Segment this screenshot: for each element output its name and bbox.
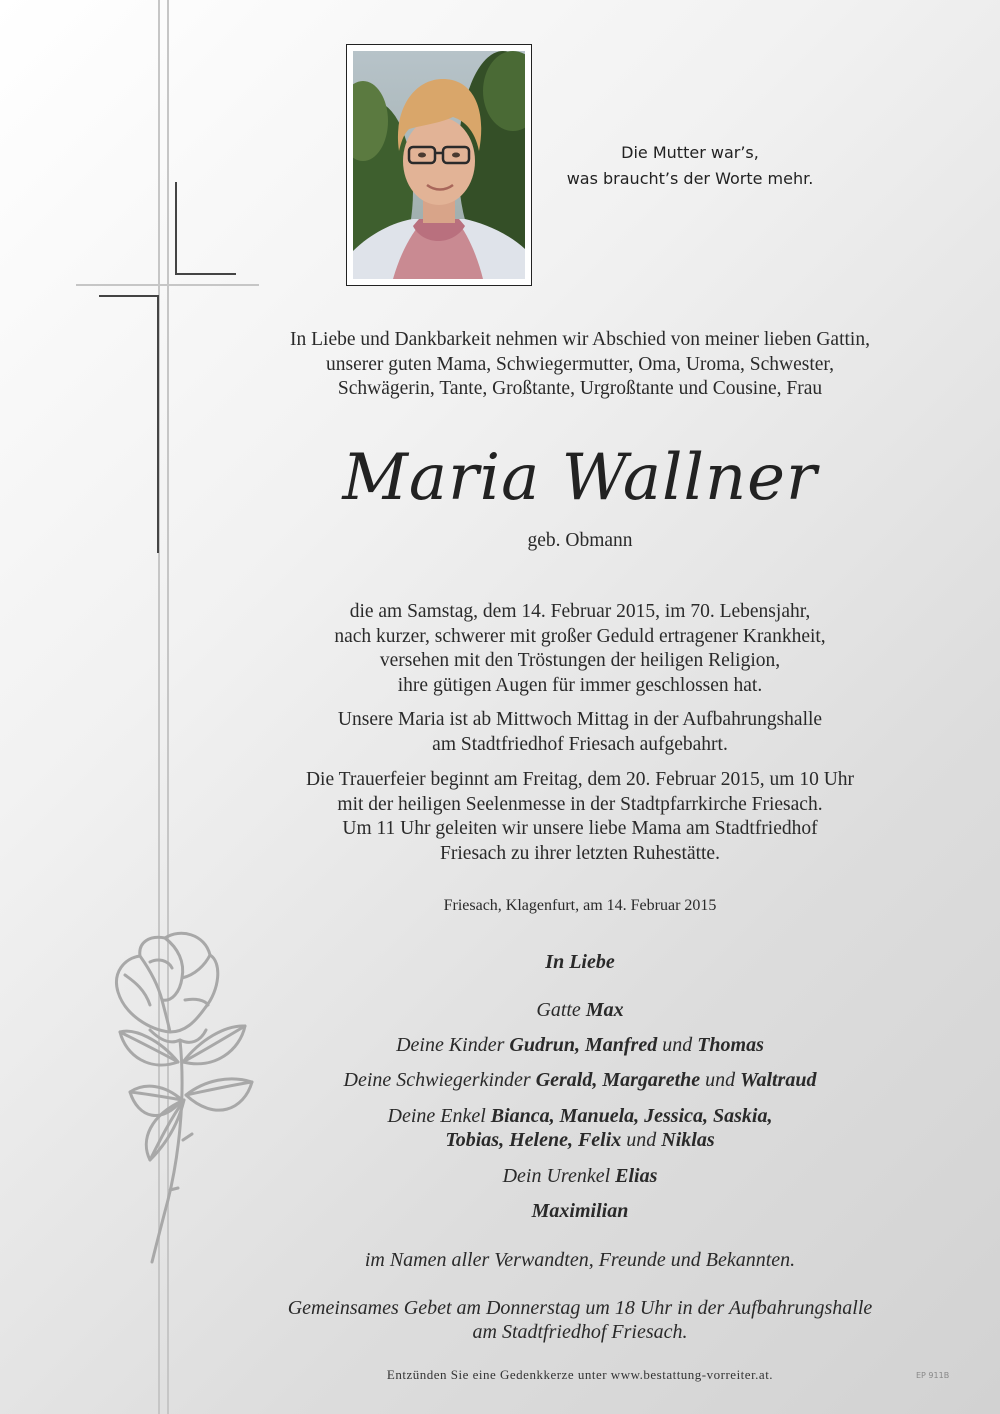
relative-name: Bianca, Manuela, Jessica, Saskia,: [490, 1105, 773, 1127]
death-notice: [230, 600, 930, 698]
notice-line: die am Samstag, dem 14. Februar 2015, im 70. Lebensjahr,: [349, 601, 811, 622]
relative-name: Waltraud: [740, 1069, 817, 1091]
relative-name: Gerald, Margarethe: [535, 1069, 701, 1091]
funeral-info: [230, 768, 930, 866]
relative-name: Max: [585, 999, 624, 1021]
relation-label: Dein Urenkel: [502, 1165, 611, 1187]
intro-line: unserer guten Mama, Schwiegermutter, Oma, Uroma, Schwester,: [326, 353, 834, 375]
portrait-photo: [346, 44, 532, 286]
relative-name: Maximilian: [531, 1200, 629, 1222]
relatives-line: im Namen aller Verwandten, Freunde und Bekannten.: [364, 1249, 796, 1271]
notice-line: ihre gütigen Augen für immer geschlossen hat.: [397, 674, 763, 696]
family-great-grandchild: [230, 1164, 930, 1188]
funeral-line: Die Trauerfeier beginnt am Freitag, dem 20. Februar 2015, um 10 Uhr: [305, 769, 855, 790]
prayer-line: Gemeinsames Gebet am Donnerstag um 18 Uhr in der Aufbahrungshalle: [287, 1297, 873, 1319]
quote-line: Die Mutter war’s,: [621, 143, 759, 162]
relative-name: Gudrun, Manfred: [509, 1034, 658, 1056]
deceased-name: Maria Wallner: [342, 441, 818, 515]
prayer-info: [230, 1296, 930, 1344]
relation-label: Deine Kinder: [396, 1034, 505, 1056]
relative-name: Thomas: [697, 1034, 764, 1056]
notice-line: versehen mit den Tröstungen der heiligen Religion,: [379, 650, 781, 671]
relation-label: Gatte: [536, 999, 581, 1021]
notice-line: nach kurzer, schwerer mit großer Geduld ertragener Krankheit,: [334, 625, 826, 647]
footer-note: Entzünden Sie eine Gedenkkerze unter www.bestattung-vorreiter.at.: [386, 1367, 774, 1382]
portrait-image: [353, 51, 525, 279]
quote: [560, 140, 820, 192]
template-code: EP 911B: [916, 1371, 950, 1380]
relative-name: Tobias, Helene, Felix: [445, 1129, 622, 1151]
intro-line: Schwägerin, Tante, Großtante, Urgroßtante und Cousine, Frau: [337, 378, 823, 399]
conjunction: und: [662, 1034, 693, 1056]
intro-line: In Liebe und Dankbarkeit nehmen wir Abschied von meiner lieben Gattin,: [290, 329, 870, 350]
maiden-name: geb. Obmann: [527, 530, 633, 551]
relative-name: Elias: [615, 1165, 658, 1187]
funeral-line: Um 11 Uhr geleiten wir unsere liebe Mama am Stadtfriedhof: [342, 818, 818, 839]
family-inlaws: [230, 1068, 930, 1092]
family-other: [230, 1199, 930, 1223]
funeral-line: mit der heiligen Seelenmesse in der Stadtpfarrkirche Friesach.: [337, 793, 823, 815]
intro-text: [230, 328, 930, 402]
viewing-info: [230, 708, 930, 757]
family-grandchildren: [230, 1104, 930, 1152]
quote-line: was braucht’s der Worte mehr.: [566, 169, 814, 188]
family-heading: In Liebe: [545, 951, 615, 973]
viewing-line: Unsere Maria ist ab Mittwoch Mittag in der Aufbahrungshalle: [337, 709, 823, 730]
relative-name: Niklas: [661, 1129, 715, 1151]
conjunction: und: [626, 1129, 657, 1151]
viewing-line: am Stadtfriedhof Friesach aufgebahrt.: [432, 733, 728, 755]
place-date: Friesach, Klagenfurt, am 14. Februar 2015: [443, 897, 717, 914]
relation-label: Deine Enkel: [387, 1105, 486, 1127]
relation-label: Deine Schwiegerkinder: [343, 1069, 531, 1091]
funeral-line: Friesach zu ihrer letzten Ruhestätte.: [440, 842, 720, 864]
conjunction: und: [705, 1069, 736, 1091]
family-husband: [230, 998, 930, 1022]
family-children: [230, 1033, 930, 1057]
prayer-line: am Stadtfriedhof Friesach.: [472, 1321, 688, 1343]
